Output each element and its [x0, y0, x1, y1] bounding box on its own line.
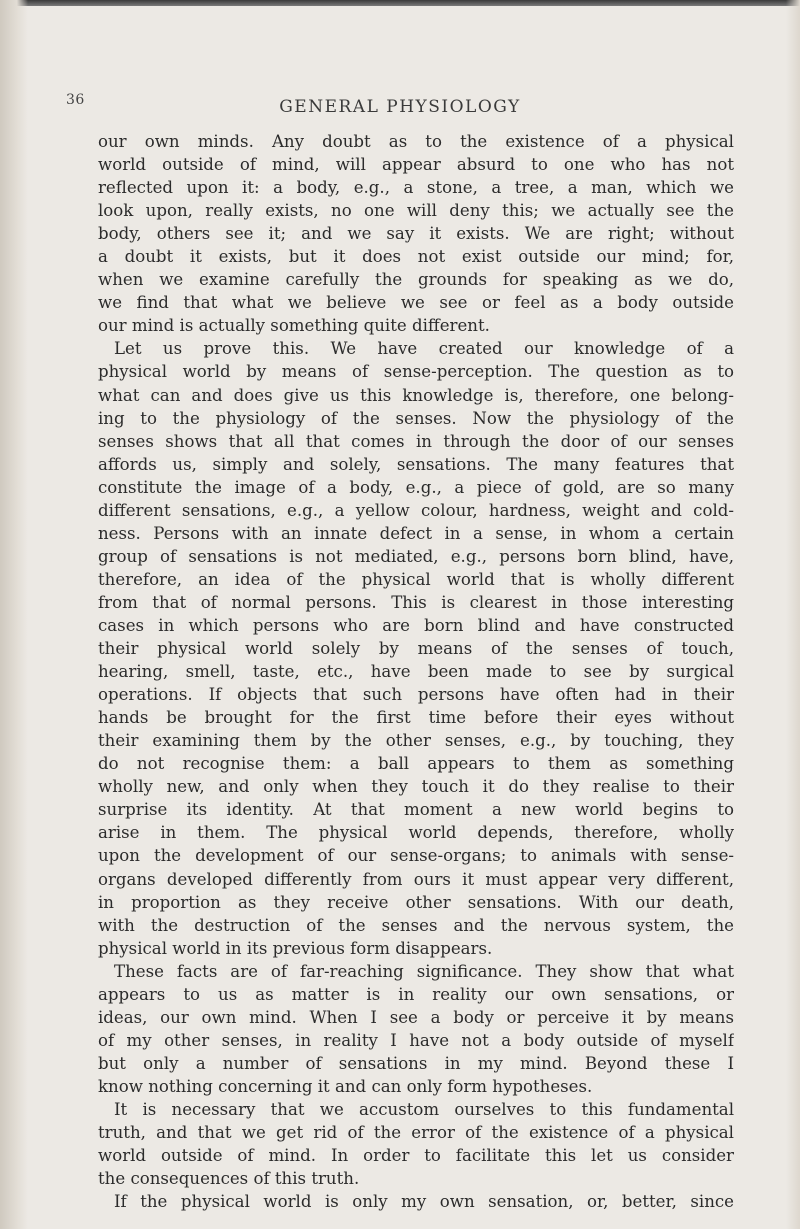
text-line: wholly new, and only when they touch it do they realise to their [98, 777, 734, 797]
text-line: in proportion as they receive other sensations. With our death, [98, 892, 734, 912]
text-line: operations. If objects that such persons have often had in their [98, 685, 734, 705]
text-line: world outside of mind, will appear absurd to one who has not [98, 155, 734, 175]
text-line: with the destruction of the senses and the nervous system, the [98, 915, 734, 935]
text-line: world outside of mind. In order to facilitate this let us consider [98, 1146, 734, 1166]
page-number: 36 [66, 92, 85, 108]
text-line: ideas, our own mind. When I see a body or perceive it by means [98, 1007, 734, 1027]
text-line: upon the development of our sense-organs; to animals with sense- [98, 846, 734, 866]
text-line: If the physical world is only my own sensation, or, better, since [114, 1192, 734, 1212]
text-line: These facts are of far-reaching significance. They show that what [114, 961, 734, 981]
text-line: of my other senses, in reality I have not a body outside of myself [98, 1030, 734, 1050]
running-head: GENERAL PHYSIOLOGY [279, 97, 521, 117]
body-text [98, 130, 734, 1213]
text-line: truth, and that we get rid of the error of the existence of a physical [98, 1123, 734, 1143]
text-line: therefore, an idea of the physical world that is wholly different [98, 569, 734, 589]
text-line: different sensations, e.g., a yellow colour, hardness, weight and cold- [98, 500, 734, 520]
text-line: know nothing concerning it and can only form hypotheses. [98, 1076, 593, 1096]
text-line: constitute the image of a body, e.g., a piece of gold, are so many [98, 477, 734, 497]
text-line: when we examine carefully the grounds for speaking as we do, [98, 270, 734, 290]
scan-top-edge [0, 0, 800, 6]
scan-right-edge [786, 0, 800, 1229]
text-line: organs developed differently from ours it must appear very different, [98, 869, 734, 889]
text-line: the consequences of this truth. [98, 1169, 360, 1189]
text-line: group of sensations is not mediated, e.g., persons born blind, have, [98, 546, 734, 566]
text-line: physical world in its previous form disappears. [98, 938, 493, 958]
text-line: body, others see it; and we say it exists. We are right; without [98, 224, 734, 244]
text-line: a doubt it exists, but it does not exist outside our mind; for, [98, 247, 734, 267]
text-line: our own minds. Any doubt as to the existence of a physical [98, 132, 734, 151]
text-line: affords us, simply and solely, sensations. The many features that [98, 454, 734, 474]
text-line: look upon, really exists, no one will deny this; we actually see the [98, 201, 734, 221]
text-line: senses shows that all that comes in through the door of our senses [98, 431, 734, 451]
text-line: what can and does give us this knowledge is, therefore, one belong- [98, 385, 734, 405]
text-line: do not recognise them: a ball appears to them as something [98, 754, 734, 774]
text-line: appears to us as matter is in reality our own sensations, or [98, 984, 734, 1004]
text-line: their physical world solely by means of the senses of touch, [98, 639, 734, 659]
text-line: from that of normal persons. This is clearest in those interesting [98, 592, 734, 612]
text-line: their examining them by the other senses, e.g., by touching, they [98, 731, 734, 751]
text-line: Let us prove this. We have created our knowledge of a [114, 339, 734, 359]
text-line: we find that what we believe we see or feel as a body outside [98, 293, 734, 313]
text-line: ness. Persons with an innate defect in a sense, in whom a certain [98, 523, 734, 543]
text-line: hearing, smell, taste, etc., have been made to see by surgical [98, 662, 734, 682]
text-line: arise in them. The physical world depends, therefore, wholly [98, 823, 734, 843]
text-line: cases in which persons who are born blind and have constructed [98, 615, 734, 635]
text-line: but only a number of sensations in my mind. Beyond these I [98, 1053, 734, 1073]
text-line: reflected upon it: a body, e.g., a stone, a tree, a man, which we [98, 178, 734, 198]
text-line: It is necessary that we accustom ourselves to this fundamental [114, 1099, 734, 1119]
scan-binding-shadow [0, 0, 28, 1229]
text-line: ing to the physiology of the senses. Now the physiology of the [98, 408, 734, 428]
text-line: physical world by means of sense-perception. The question as to [98, 362, 734, 382]
text-line: hands be brought for the first time before their eyes without [98, 708, 734, 728]
text-line: our mind is actually something quite different. [98, 316, 490, 336]
text-line: surprise its identity. At that moment a new world begins to [98, 800, 734, 820]
